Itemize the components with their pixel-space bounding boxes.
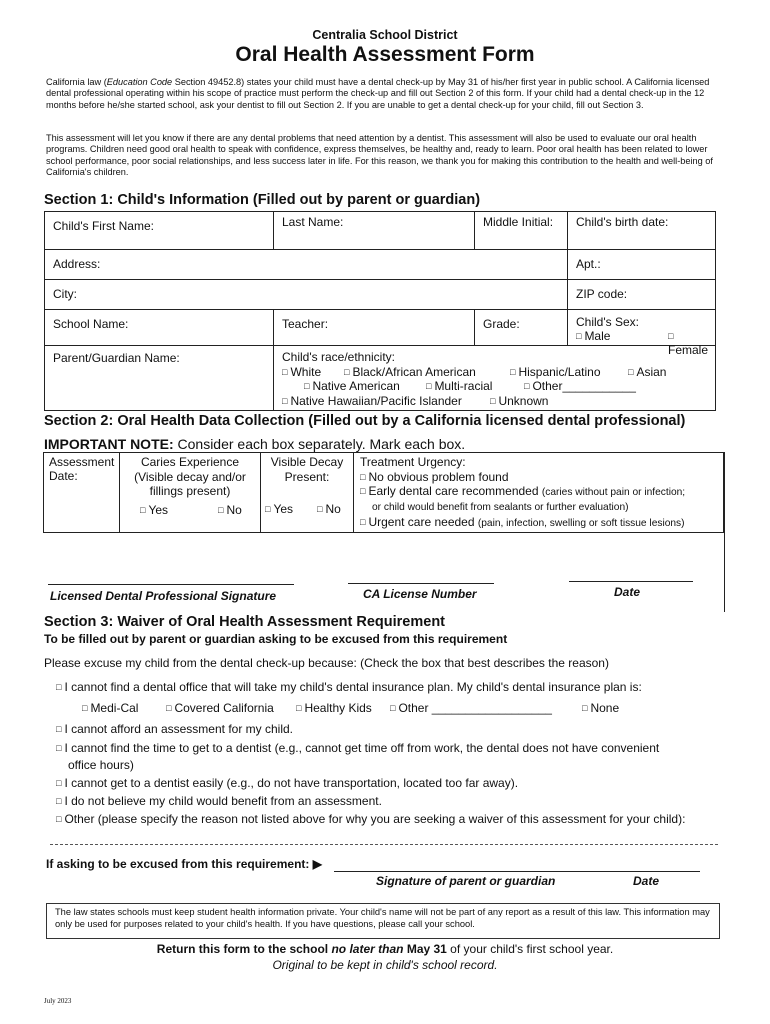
teacher-field[interactable]: Teacher: [274,310,475,346]
important-note: IMPORTANT NOTE: Consider each box separately. Mark each box. [44,436,466,452]
guardian-name-field[interactable]: Parent/Guardian Name: [45,346,274,411]
plan-covered-checkbox[interactable]: □ Covered California [166,701,274,715]
race-black[interactable]: □ Black/African American [344,364,476,379]
race-ethnicity-field: Child's race/ethnicity: □ White □ Black/African American □ Hispanic/Latino □ Asian □ Native American □ Multi-racial □ Other___________ □ Native Hawaiian/Pacific Islander □ Unknown [274,346,716,411]
race-other[interactable]: □ Other___________ [524,379,636,394]
arrow-right-icon: ▶ [312,857,322,871]
male-checkbox[interactable]: □ Male [576,329,611,343]
caries-yes-checkbox[interactable]: □ Yes [140,502,169,517]
original-record-note: Original to be kept in child's school record. [272,958,498,972]
race-asian[interactable]: □ Asian [628,364,667,379]
middle-initial-field[interactable]: Middle Initial: [475,212,568,250]
race-hispanic[interactable]: □ Hispanic/Latino [510,364,601,379]
first-name-field[interactable]: Child's First Name: [45,212,274,250]
school-name-field[interactable]: School Name: [45,310,274,346]
urgency-urgent-checkbox[interactable]: □ Urgent care needed (pain, infection, swelling or soft tissue lesions) [360,515,685,530]
intro-paragraph-2: This assessment will let you know if there are any dental problems that need attention by a dentist. This assessment will also be used to evaluate our oral health programs. Children need good oral health to speak with confidence, express themselves, be healthy and, ready to learn. Poor oral health has been related to lower school performance, poor social relationships, and less success later in life. For this reason, we thank you for making this contribution to the health and well-being of California's children. [46,133,713,177]
apt-field[interactable]: Apt.: [568,250,716,280]
other-reason-line[interactable] [50,844,718,845]
city-field[interactable]: City: [45,280,568,310]
last-name-field[interactable]: Last Name: [274,212,475,250]
child-info-table [44,211,716,411]
return-instructions: Return this form to the school no later than May 31 of your child's first school year. [156,942,614,956]
birth-date-field[interactable]: Child's birth date: [568,212,716,250]
zip-field[interactable]: ZIP code: [568,280,716,310]
visible-decay-cell: Visible Decay Present: □ Yes □ No [261,453,354,533]
race-native-american[interactable]: □ Native American [304,379,400,394]
parent-signature-line[interactable] [334,871,700,872]
dentist-signature-line[interactable] [48,584,294,585]
privacy-notice: The law states schools must keep student health information private. Your child's name will not be part of any report as a result of this law. This information may only be used for purposes related to your child's health. If you have questions, please call your school. [46,903,720,939]
plan-healthy-checkbox[interactable]: □ Healthy Kids [296,701,372,715]
plan-medical-checkbox[interactable]: □ Medi-Cal [82,701,139,715]
parent-signature-label: Signature of parent or guardian [376,874,556,888]
waiver-reason-benefit[interactable]: □ I do not believe my child would benefit from an assessment. [56,794,382,808]
dentist-date-line[interactable] [569,581,693,582]
plan-none-checkbox[interactable]: □ None [582,701,620,715]
section3-title: Section 3: Waiver of Oral Health Assessment Requirement [44,614,446,630]
address-field[interactable]: Address: [45,250,568,280]
waiver-reason-insurance[interactable]: □ I cannot find a dental office that will take my child's dental insurance plan. My child's dental insurance plan is: [56,680,642,694]
parent-date-label: Date [633,874,660,888]
waiver-reason-transport[interactable]: □ I cannot get to a dentist easily (e.g., do not have transportation, located too far away). [56,776,519,790]
section2-title: Section 2: Oral Health Data Collection (Filled out by a California licensed dental professional) [44,413,686,429]
waiver-reason-afford[interactable]: □ I cannot afford an assessment for my child. [56,722,293,736]
district-name: Centralia School District [312,28,458,42]
assessment-date-field[interactable]: Assessment Date: [44,453,120,533]
excused-label: If asking to be excused from this requirement: ▶ [46,857,322,871]
dentist-signature-label: Licensed Dental Professional Signature [50,589,277,603]
grade-field[interactable]: Grade: [475,310,568,346]
caries-experience-cell: Caries Experience (Visible decay and/or fillings present) □ Yes □ No [120,453,261,533]
race-hawaiian[interactable]: □ Native Hawaiian/Pacific Islander [282,393,462,408]
caries-no-checkbox[interactable]: □ No [218,502,242,517]
waiver-instructions: Please excuse my child from the dental check-up because: (Check the box that best describes the reason) [44,656,609,670]
decay-yes-checkbox[interactable]: □ Yes [265,502,294,517]
child-sex-field: Child's Sex: □ Male □Female [568,310,716,346]
race-unknown[interactable]: □ Unknown [490,393,549,408]
treatment-urgency-cell: Treatment Urgency: □ No obvious problem found □ Early dental care recommended (caries without pain or infection; or child would benefit from sealants or further evaluation) □ Urgent care needed (pain, infection, swelling or soft tissue lesions) [354,453,724,533]
urgency-early-checkbox[interactable]: □ Early dental care recommended (caries without pain or infection; [360,484,686,499]
form-title: Oral Health Assessment Form [235,43,535,66]
waiver-reason-time[interactable]: □ I cannot find the time to get to a dentist (e.g., cannot get time off from work, the dental does not have convenient [56,741,660,755]
female-checkbox[interactable]: □Female [668,331,709,357]
intro-paragraph-1: California law (Education Code Section 49452.8) states your child must have a dental check-up by May 31 of his/her first year in public school. A California licensed dental professional operating within his scope of practice must perform the check-up and fill out Section 2 of this form. If your child had a dental check-up in the 12 months before he/she started school, ask your dentist to fill out Section 2. If you are unable to get a dental check-up for your child, fill out Section 3. [46,77,710,110]
license-number-label: CA License Number [363,587,477,601]
section3-subtitle: To be filled out by parent or guardian asking to be excused from this requirement [44,632,508,646]
dentist-date-label: Date [614,585,641,599]
section1-title: Section 1: Child's Information (Filled out by parent or guardian) [44,192,481,208]
waiver-reason-other[interactable]: □ Other (please specify the reason not listed above for why you are seeking a waiver of this assessment for your child): [56,812,686,826]
race-white[interactable]: □ White [282,364,322,379]
plan-other-checkbox[interactable]: □ Other __________________ [390,701,552,715]
urgency-none-checkbox[interactable]: □ No obvious problem found [360,469,509,484]
dental-data-table [43,452,724,533]
waiver-reason-time-cont: office hours) [68,758,134,772]
revision-date: July 2023 [44,997,72,1005]
license-number-line[interactable] [348,583,494,584]
decay-no-checkbox[interactable]: □ No [317,502,341,517]
race-multiracial[interactable]: □ Multi-racial [426,379,493,394]
